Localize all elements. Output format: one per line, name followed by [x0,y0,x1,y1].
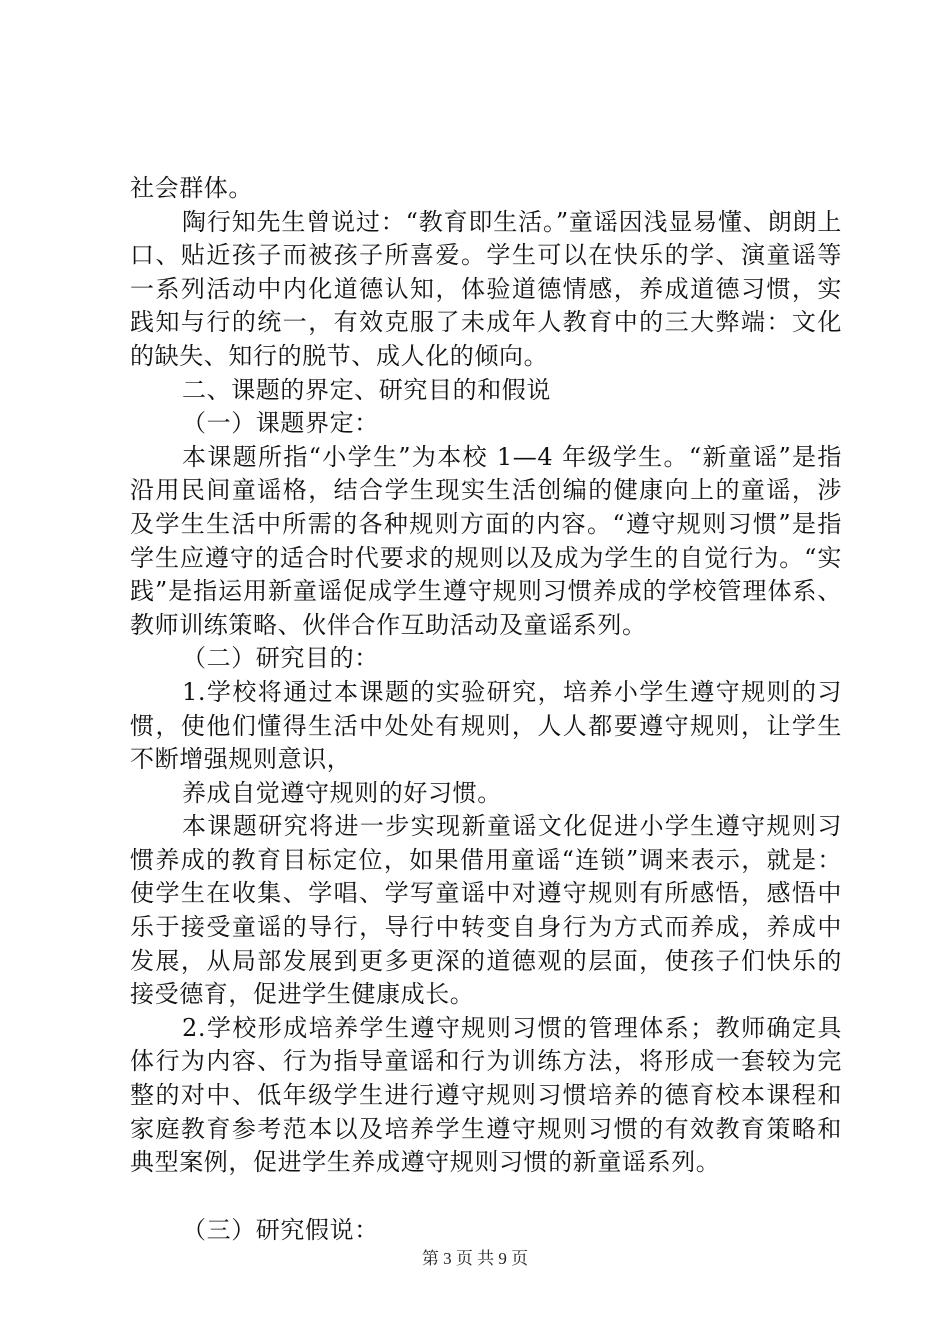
paragraph-purpose-2: 2.学校形成培养学生遵守规则习惯的管理体系；教师确定具体行为内容、行为指导童谣和行为训练方法，将形成一套较为完整的对中、低年级学生进行遵守规则习惯培养的德育校本课程和家庭教育参考范本以及培养学生遵守规则习惯的有效教育策略和典型案例，促进学生养成遵守规则习惯的新童谣系列。 [130,1013,842,1177]
document-body [130,172,842,1247]
paragraph-research-goal: 本课题研究将进一步实现新童谣文化促进小学生遵守规则习惯养成的教育目标定位，如果借用童谣“连锁”调来表示，就是：使学生在收集、学唱、学写童谣中对遵守规则有所感悟，感悟中乐于接受童谣的导行，导行中转变自身行为方式而养成，养成中发展，从局部发展到更多更深的道德观的层面，使孩子们快乐的接受德育，促进学生健康成长。 [130,812,842,1009]
subsection-heading-purpose: （二）研究目的： [182,644,379,673]
paragraph-purpose-1-cont: 养成自觉遵守规则的好习惯。 [182,778,502,807]
section-heading-2: 二、课题的界定、研究目的和假说 [182,375,551,404]
subsection-heading-definition: （一）课题界定： [182,409,379,438]
paragraph-purpose-1: 1.学校将通过本课题的实验研究，培养小学生遵守规则的习惯，使他们懂得生活中处处有规则，人人都要遵守规则，让学生不断增强规则意识， [130,677,842,774]
paragraph-continuation: 社会群体。 [130,174,253,202]
paragraph-definition: 本课题所指“小学生”为本校 1—4 年级学生。“新童谣”是指沿用民间童谣格，结合学生现实生活创编的健康向上的童谣，涉及学生生活中所需的各种规则方面的内容。“遵守规则习惯”是指学生应遵守的适合时代要求的规则以及成为学生的自觉行为。“实践”是指运用新童谣促成学生遵守规则习惯养成的学校管理体系、教师训练策略、伙伴合作互助活动及童谣系列。 [130,442,842,639]
page-footer: 第 3 页 共 9 页 [421,1249,529,1268]
subsection-heading-hypothesis: （三）研究假说： [182,1215,379,1244]
paragraph-tao-xingzhi: 陶行知先生曾说过：“教育即生活。”童谣因浅显易懂、朗朗上口、贴近孩子而被孩子所喜爱。学生可以在快乐的学、演童谣等一系列活动中内化道德认知，体验道德情感，养成道德习惯，实践知与行的统一，有效克服了未成年人教育中的三大弊端：文化的缺失、知行的脱节、成人化的倾向。 [130,207,842,370]
